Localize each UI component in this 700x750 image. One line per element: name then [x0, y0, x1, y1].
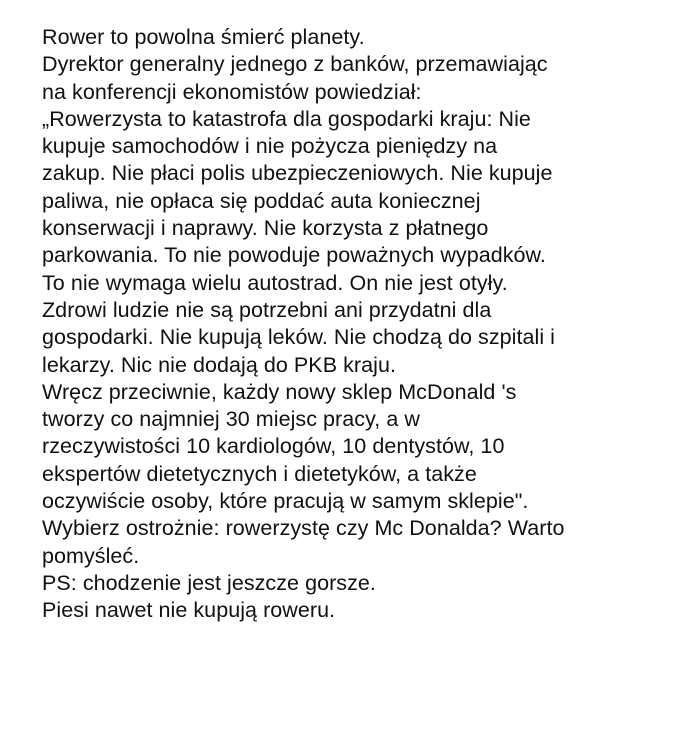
post-line: oczywiście osoby, które pracują w samym sklepie". — [42, 489, 529, 514]
post-line: kupuje samochodów i nie pożycza pieniędzy na — [42, 134, 498, 159]
post-line: pomyśleć. — [42, 543, 140, 568]
post-line: gospodarki. Nie kupują leków. Nie chodzą do szpitali i — [42, 325, 556, 350]
post-line: To nie wymaga wielu autostrad. On nie jest otyły. — [42, 270, 508, 295]
post-line: rzeczywistości 10 kardiologów, 10 dentystów, 10 — [42, 434, 505, 459]
post-line: lekarzy. Nic nie dodają do PKB kraju. — [42, 352, 396, 377]
post-line: tworzy co najmniej 30 miejsc pracy, a w — [42, 407, 420, 432]
post-line: konserwacji i naprawy. Nie korzysta z płatnego — [42, 216, 489, 241]
post-line: Zdrowi ludzie nie są potrzebni ani przydatni dla — [42, 297, 492, 322]
post-line: parkowania. To nie powoduje poważnych wypadków. — [42, 243, 546, 268]
post-line: Piesi nawet nie kupują roweru. — [42, 598, 336, 623]
post-title-line: Rower to powolna śmierć planety. — [42, 25, 365, 49]
post-line: zakup. Nie płaci polis ubezpieczeniowych. Nie kupuje — [42, 161, 553, 186]
post-line: Wybierz ostrożnie: rowerzystę czy Mc Donalda? Warto — [42, 516, 565, 541]
post-line: „Rowerzysta to katastrofa dla gospodarki kraju: Nie — [42, 106, 531, 131]
post-line: Wręcz przeciwnie, każdy nowy sklep McDonald 's — [42, 379, 517, 404]
post-line: paliwa, nie opłaca się poddać auta koniecznej — [42, 188, 481, 213]
post-line: PS: chodzenie jest jeszcze gorsze. — [42, 570, 376, 595]
post-text — [42, 24, 692, 625]
post-line: ekspertów dietetycznych i dietetyków, a także — [42, 461, 477, 486]
post-line: Dyrektor generalny jednego z banków, przemawiając — [42, 52, 548, 77]
post-line: na konferencji ekonomistów powiedział: — [42, 79, 422, 104]
